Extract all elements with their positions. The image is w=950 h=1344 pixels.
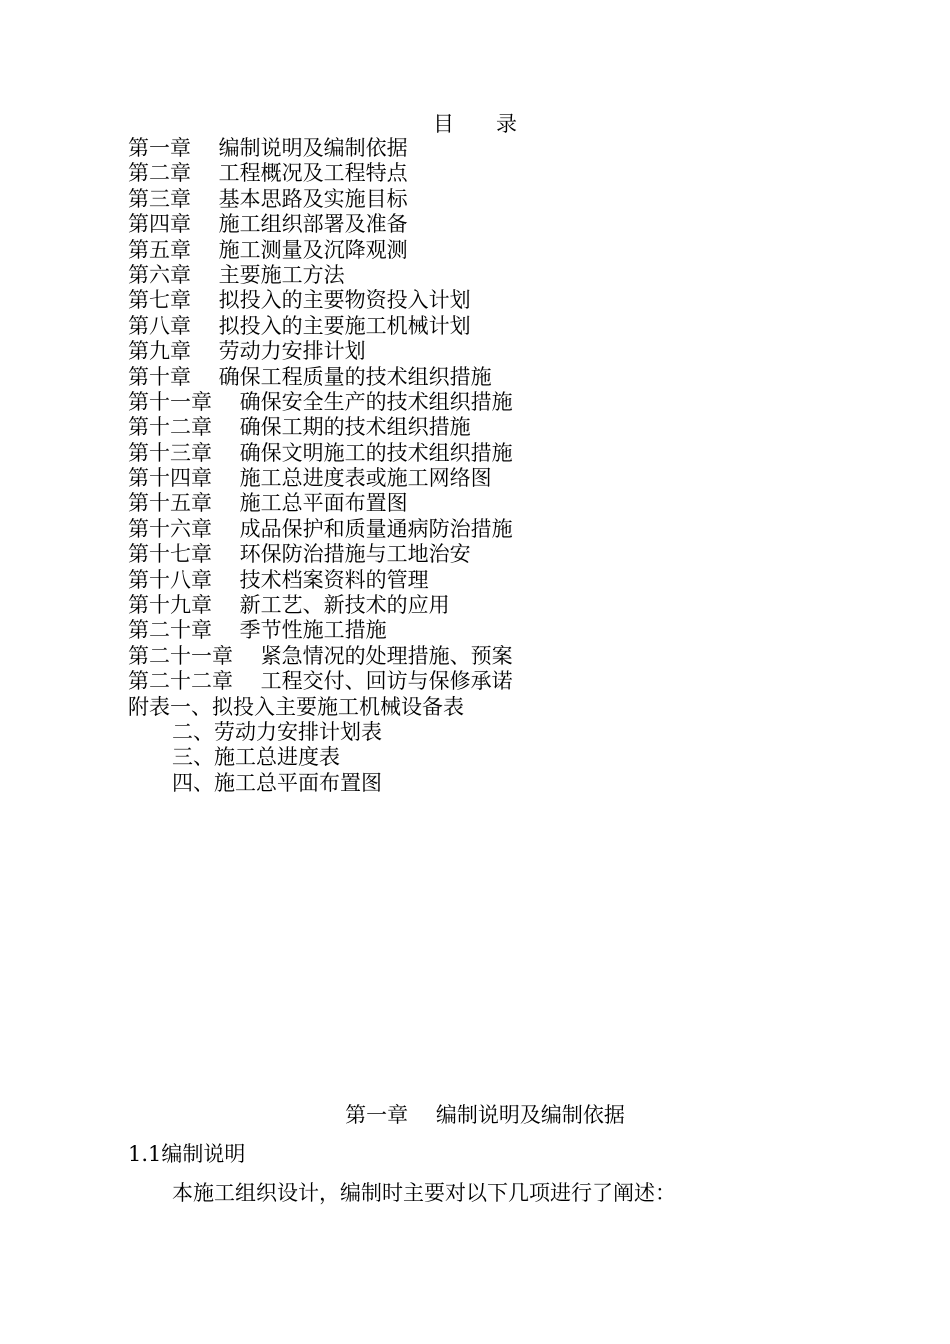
- toc-item: 第十八章 技术档案资料的管理: [128, 567, 429, 592]
- toc-item: 第十三章 确保文明施工的技术组织措施: [128, 440, 513, 465]
- toc-item: 附表一、拟投入主要施工机械设备表: [128, 694, 464, 719]
- toc-item: 第八章 拟投入的主要施工机械计划: [128, 313, 471, 338]
- toc-item: 二、劳动力安排计划表: [172, 719, 382, 744]
- toc-item: 第十七章 环保防治措施与工地治安: [128, 542, 471, 567]
- toc-item: 第二章 工程概况及工程特点: [128, 161, 408, 186]
- body-paragraph: 本施工组织设计，编制时主要对以下几项进行了阐述：: [172, 1181, 676, 1205]
- toc-item: 第十二章 确保工期的技术组织措施: [128, 415, 471, 440]
- toc-item: 第三章 基本思路及实施目标: [128, 186, 408, 211]
- toc-item: 三、施工总进度表: [172, 745, 340, 770]
- chapter-heading: 第一章 编制说明及编制依据: [345, 1103, 625, 1127]
- toc-item: 第十四章 施工总进度表或施工网络图: [128, 466, 492, 491]
- toc-item: 四、施工总平面布置图: [172, 770, 382, 795]
- toc-item: 第九章 劳动力安排计划: [128, 339, 366, 364]
- toc-title: 目 录: [433, 112, 517, 136]
- toc-item: 第五章 施工测量及沉降观测: [128, 237, 408, 262]
- toc-item: 第二十章 季节性施工措施: [128, 618, 387, 643]
- toc-item: 第七章 拟投入的主要物资投入计划: [128, 288, 471, 313]
- toc-list: [128, 136, 513, 796]
- toc-item: 第十九章 新工艺、新技术的应用: [128, 593, 450, 618]
- toc-item: 第十六章 成品保护和质量通病防治措施: [128, 516, 513, 541]
- toc-item: 第十五章 施工总平面布置图: [128, 491, 408, 516]
- toc-item: 第十章 确保工程质量的技术组织措施: [128, 364, 492, 389]
- toc-item: 第一章 编制说明及编制依据: [128, 136, 408, 160]
- toc-item: 第六章 主要施工方法: [128, 262, 345, 287]
- toc-item: 第二十一章 紧急情况的处理措施、预案: [128, 643, 513, 668]
- toc-item: 第二十二章 工程交付、回访与保修承诺: [128, 669, 513, 694]
- section-heading: 1.1编制说明: [128, 1142, 246, 1166]
- toc-item: 第四章 施工组织部署及准备: [128, 212, 408, 237]
- toc-item: 第十一章 确保安全生产的技术组织措施: [128, 389, 513, 414]
